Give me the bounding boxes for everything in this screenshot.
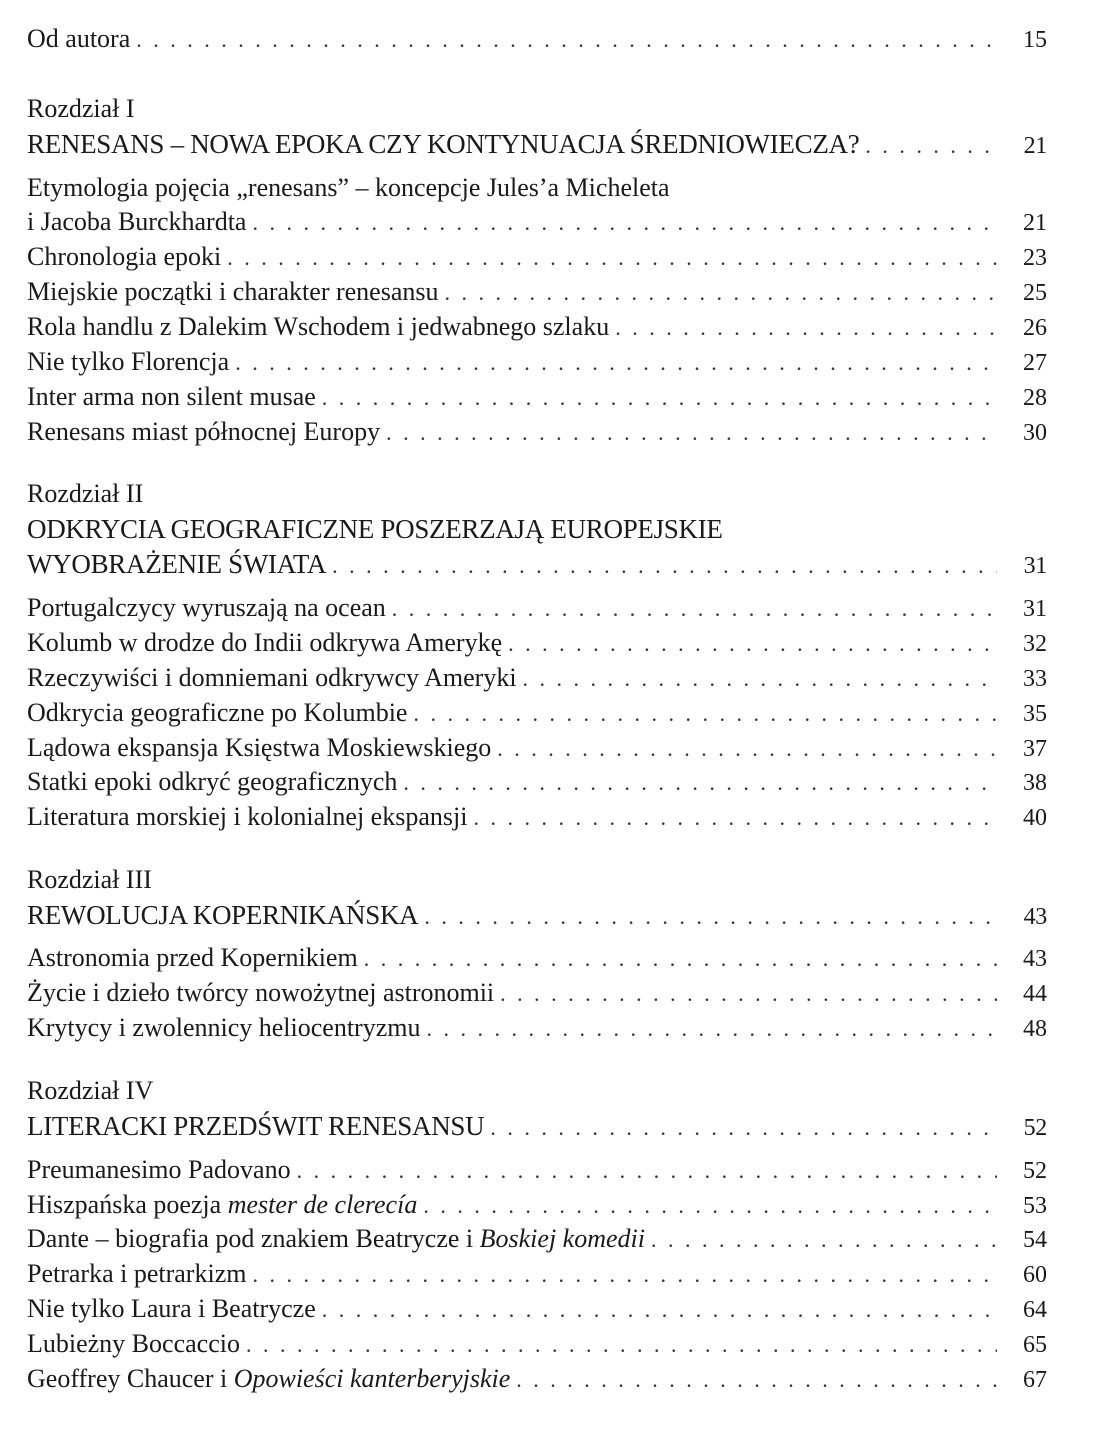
toc-entry xyxy=(27,1259,1047,1290)
toc-entry-title: Krytycy i zwolennicy heliocentryzmu xyxy=(27,1013,421,1042)
chapter-label xyxy=(27,1076,153,1106)
chapter-label xyxy=(27,865,152,895)
toc-page-number: 38 xyxy=(1023,770,1047,796)
dot-leader xyxy=(423,1191,997,1221)
toc-page-number: 26 xyxy=(1023,315,1047,341)
toc-entry-title: Lądowa ekspansja Księstwa Moskiewskiego xyxy=(27,733,492,762)
dot-leader xyxy=(651,1225,997,1255)
chapter-title: RENESANS – NOWA EPOKA CZY KONTYNUACJA ŚREDNIOWIECZA? xyxy=(27,129,860,159)
toc-page-number: 43 xyxy=(1023,946,1047,972)
toc-entry-title-italic: mester de clerecía xyxy=(227,1190,418,1219)
toc-entry xyxy=(27,207,1047,238)
toc-entry-title: Literatura morskiej i kolonialnej ekspansji xyxy=(27,802,468,831)
toc-entry-title-roman: Hiszpańska poezja xyxy=(27,1190,228,1219)
toc-page-number: 60 xyxy=(1023,1262,1047,1288)
dot-leader xyxy=(235,348,997,378)
toc-page-number: 48 xyxy=(1023,1016,1047,1042)
toc-page-number: 65 xyxy=(1023,1332,1047,1358)
chapter-title: ODKRYCIA GEOGRAFICZNE POSZERZAJĄ EUROPEJSKIE xyxy=(27,514,723,544)
toc-page-number: 32 xyxy=(1023,631,1047,657)
toc-entry-title: Odkrycia geograficzne po Kolumbie xyxy=(27,698,408,727)
toc-page-number: 33 xyxy=(1023,666,1047,692)
dot-leader xyxy=(523,664,997,694)
toc-page-number: 43 xyxy=(1023,904,1047,930)
toc-page-number: 37 xyxy=(1023,736,1047,762)
chapter-title: REWOLUCJA KOPERNIKAŃSKA xyxy=(27,900,419,930)
toc-entry-title xyxy=(27,1190,417,1220)
toc-entry-title: Nie tylko Florencja xyxy=(27,347,230,376)
dot-leader xyxy=(246,1330,997,1360)
toc-page-number: 52 xyxy=(1023,1115,1047,1141)
toc-page-number: 30 xyxy=(1023,420,1047,446)
toc-entry xyxy=(27,628,1047,659)
toc-entry-title: Preumanesimo Padovano xyxy=(27,1155,291,1184)
dot-leader xyxy=(136,25,997,55)
toc-page-number: 54 xyxy=(1023,1227,1047,1253)
dot-leader xyxy=(508,629,997,659)
dot-leader xyxy=(865,131,997,161)
dot-leader xyxy=(227,243,997,273)
toc-entry xyxy=(27,1013,1047,1044)
dot-leader xyxy=(500,979,997,1009)
toc-entry-title: Nie tylko Laura i Beatrycze xyxy=(27,1294,316,1323)
dot-leader xyxy=(252,208,997,238)
chapter-title-row xyxy=(27,129,1047,161)
toc-entry xyxy=(27,802,1047,833)
toc-entry xyxy=(27,277,1047,308)
toc-entry xyxy=(27,663,1047,694)
toc-entry-title: Chronologia epoki xyxy=(27,242,222,271)
toc-entry-title-roman: Dante – biografia pod znakiem Beatrycze i xyxy=(27,1224,480,1253)
toc-entry-title: Rzeczywiści i domniemani odkrywcy Ameryki xyxy=(27,663,517,692)
toc-entry-title xyxy=(27,1224,645,1254)
toc-page-number: 53 xyxy=(1023,1193,1047,1219)
dot-leader xyxy=(473,803,997,833)
toc-entry xyxy=(27,173,670,203)
toc-entry-title xyxy=(27,1364,510,1394)
toc-entry xyxy=(27,698,1047,729)
toc-entry-title: Etymologia pojęcia „renesans” – koncepcje Jules’a Micheleta xyxy=(27,173,670,202)
toc-entry xyxy=(27,1190,1047,1221)
toc-entry xyxy=(27,1329,1047,1360)
toc-entry xyxy=(27,1294,1047,1325)
toc-entry xyxy=(27,1224,1047,1255)
toc-entry-title: i Jacoba Burckhardta xyxy=(27,207,247,236)
toc-page-number: 27 xyxy=(1023,350,1047,376)
dot-leader xyxy=(364,944,997,974)
toc-entry-title: Od autora xyxy=(27,24,131,53)
toc-page-number: 31 xyxy=(1023,553,1047,579)
toc-entry-title-roman: Geoffrey Chaucer i xyxy=(27,1364,234,1393)
toc-page-number: 25 xyxy=(1023,280,1047,306)
toc-page-number: 67 xyxy=(1023,1367,1047,1393)
toc-page-number: 21 xyxy=(1023,133,1047,159)
toc-entry xyxy=(27,943,1047,974)
toc-entry-title: Kolumb w drodze do Indii odkrywa Amerykę xyxy=(27,628,503,657)
dot-leader xyxy=(413,699,997,729)
toc-page-number: 23 xyxy=(1023,245,1047,271)
toc-entry-title: Astronomia przed Kopernikiem xyxy=(27,943,358,972)
toc-entry xyxy=(27,312,1047,343)
dot-leader xyxy=(490,1113,997,1143)
chapter-title-line xyxy=(27,514,723,544)
toc-entry xyxy=(27,382,1047,413)
dot-leader xyxy=(386,418,997,448)
toc-entry-title: Życie i dzieło twórcy nowożytnej astronomii xyxy=(27,978,495,1007)
chapter-label xyxy=(27,94,135,124)
chapter-title-row xyxy=(27,900,1047,932)
toc-page-number: 40 xyxy=(1023,805,1047,831)
toc-entry-title: Renesans miast północnej Europy xyxy=(27,417,381,446)
toc-entry-title: Inter arma non silent musae xyxy=(27,382,316,411)
toc-entry xyxy=(27,1155,1047,1186)
toc-page-number: 21 xyxy=(1023,210,1047,236)
dot-leader xyxy=(252,1260,997,1290)
toc-page-number: 64 xyxy=(1023,1297,1047,1323)
toc-entry xyxy=(27,593,1047,624)
toc-page-number: 52 xyxy=(1023,1158,1047,1184)
chapter-label-text: Rozdział I xyxy=(27,94,135,123)
toc-entry xyxy=(27,978,1047,1009)
dot-leader xyxy=(403,768,997,798)
dot-leader xyxy=(332,551,997,581)
toc-entry xyxy=(27,767,1047,798)
dot-leader xyxy=(322,1295,997,1325)
dot-leader xyxy=(424,902,997,932)
toc-entry-title: Miejskie początki i charakter renesansu xyxy=(27,277,439,306)
chapter-label xyxy=(27,479,143,509)
toc-entry xyxy=(27,1364,1047,1395)
dot-leader xyxy=(297,1156,997,1186)
toc-entry-title: Statki epoki odkryć geograficznych xyxy=(27,767,398,796)
chapter-label-text: Rozdział II xyxy=(27,479,144,508)
toc-page-number: 31 xyxy=(1023,596,1047,622)
toc-page-number: 28 xyxy=(1023,385,1047,411)
dot-leader xyxy=(445,278,998,308)
toc-entry-title: Petrarka i petrarkizm xyxy=(27,1259,247,1288)
chapter-title: LITERACKI PRZEDŚWIT RENESANSU xyxy=(27,1111,485,1141)
toc-entry-title-italic: Boskiej komedii xyxy=(479,1224,645,1253)
toc-entry-title: Lubieżny Boccaccio xyxy=(27,1329,240,1358)
chapter-title: WYOBRAŻENIE ŚWIATA xyxy=(27,549,327,579)
toc-entry xyxy=(27,242,1047,273)
chapter-title-row xyxy=(27,1111,1047,1143)
chapter-title-row xyxy=(27,549,1047,581)
dot-leader xyxy=(497,734,997,764)
chapter-label-text: Rozdział III xyxy=(27,865,152,894)
toc-page-number: 35 xyxy=(1023,701,1047,727)
toc-entry-preface xyxy=(27,24,1047,55)
toc-page-number: 15 xyxy=(1023,27,1047,53)
toc-entry-title: Rola handlu z Dalekim Wschodem i jedwabnego szlaku xyxy=(27,312,610,341)
toc-entry-title-italic: Opowieści kanterberyjskie xyxy=(233,1364,511,1393)
dot-leader xyxy=(615,313,997,343)
chapter-label-text: Rozdział IV xyxy=(27,1076,154,1105)
toc-entry xyxy=(27,347,1047,378)
toc-entry-title: Portugalczycy wyruszają na ocean xyxy=(27,593,386,622)
toc-page-number: 44 xyxy=(1023,981,1047,1007)
dot-leader xyxy=(516,1365,997,1395)
toc-entry xyxy=(27,417,1047,448)
dot-leader xyxy=(426,1014,997,1044)
toc-entry xyxy=(27,733,1047,764)
dot-leader xyxy=(392,594,997,624)
dot-leader xyxy=(322,383,997,413)
